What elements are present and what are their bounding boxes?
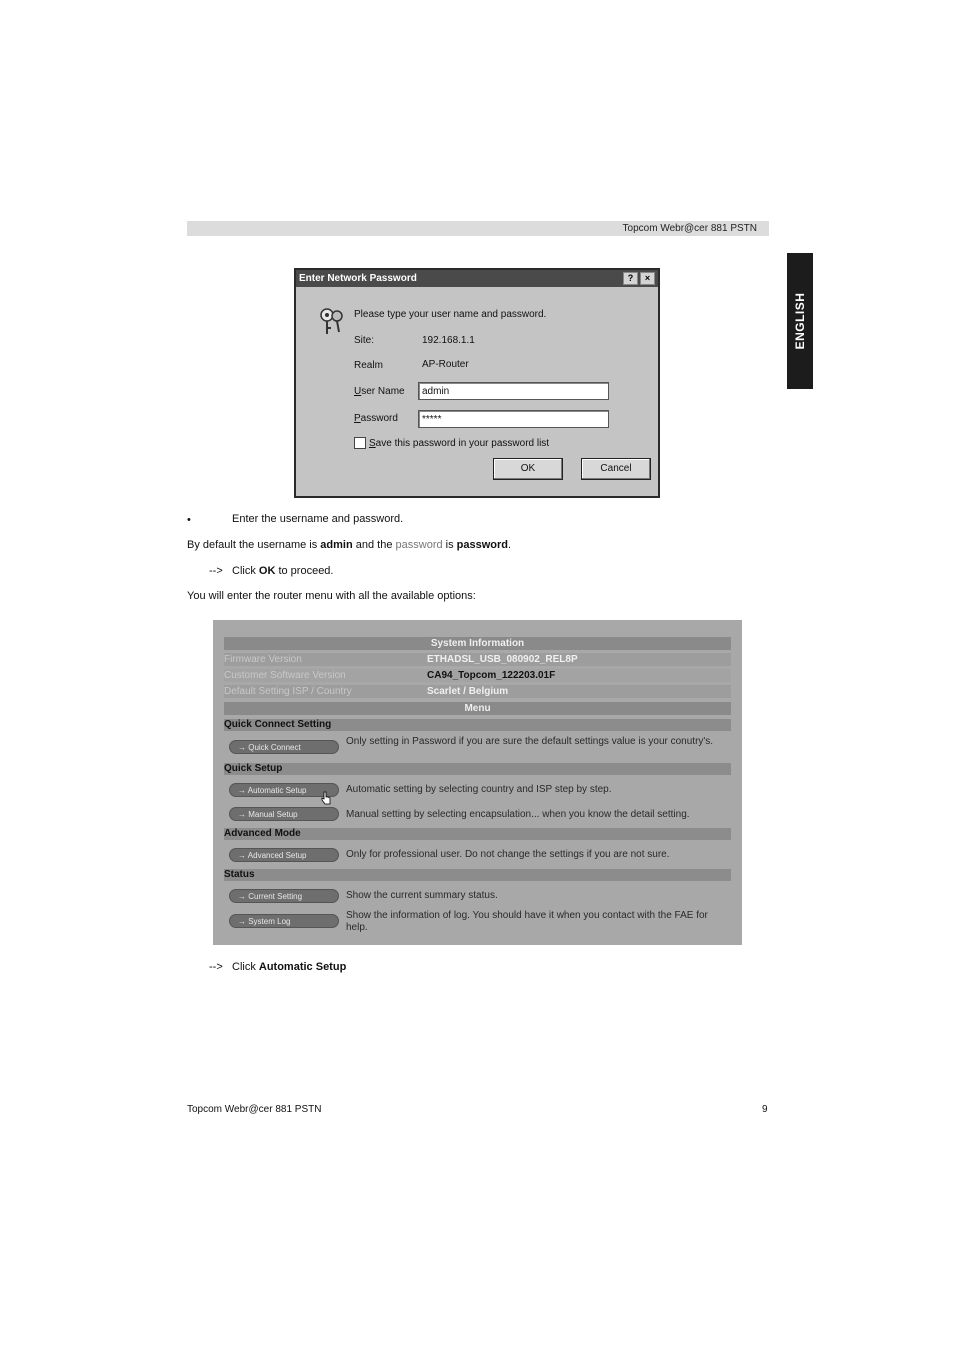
keys-icon: [318, 306, 346, 336]
username-field[interactable]: admin: [418, 382, 609, 400]
automatic-setup-button[interactable]: → Automatic Setup: [229, 783, 339, 797]
save-password-checkbox[interactable]: [354, 437, 366, 449]
arrow-marker: -->: [209, 961, 223, 973]
info-label: Default Setting ISP / Country: [224, 686, 352, 697]
quick-connect-button[interactable]: → Quick Connect: [229, 740, 339, 754]
dialog-title: Enter Network Password: [299, 273, 417, 284]
section-advanced-mode: Advanced Mode: [224, 828, 731, 840]
language-label: ENGLISH: [793, 292, 807, 350]
realm-label: Realm: [354, 360, 383, 371]
info-row: [224, 669, 731, 682]
system-log-button[interactable]: → System Log: [229, 914, 339, 928]
section-status: Status: [224, 869, 731, 881]
password-label: Password: [354, 413, 398, 424]
site-label: Site:: [354, 335, 375, 346]
page-number: 9: [762, 1104, 768, 1115]
step-click-automatic-setup: Click Automatic Setup: [232, 961, 347, 973]
footer-title: Topcom Webr@cer 881 PSTN: [187, 1104, 322, 1115]
username-label: User Name: [354, 386, 405, 397]
default-credentials-note: By default the username is admin and the password is password.: [187, 539, 512, 551]
advanced-setup-button[interactable]: → Advanced Setup: [229, 848, 339, 862]
menu-header: Menu: [224, 702, 731, 715]
realm-value: AP-Router: [422, 359, 469, 370]
system-log-description: Show the information of log. You should have it when you contact with the FAE for help.: [346, 910, 708, 933]
current-setting-button[interactable]: → Current Setting: [229, 889, 339, 903]
site-value: 192.168.1.1: [422, 335, 475, 346]
hand-cursor-icon: [321, 791, 331, 805]
step-enter-credentials: Enter the username and password.: [232, 513, 404, 525]
cancel-button[interactable]: Cancel: [581, 458, 651, 480]
bullet: •: [187, 514, 191, 526]
info-value: ETHADSL_USB_080902_REL8P: [427, 654, 578, 665]
manual-setup-button[interactable]: → Manual Setup: [229, 807, 339, 821]
router-menu-screenshot: [213, 620, 742, 945]
language-tab: [787, 253, 813, 389]
step-click-ok: Click OK to proceed.: [232, 565, 334, 577]
info-label: Customer Software Version: [224, 670, 346, 681]
advanced-setup-description: Only for professional user. Do not change the settings if you are not sure.: [346, 849, 670, 860]
info-label: Firmware Version: [224, 654, 302, 665]
manual-setup-description: Manual setting by selecting encapsulation... when you know the detail setting.: [346, 809, 690, 820]
password-field[interactable]: *****: [418, 410, 609, 428]
dialog-title-bar: [296, 270, 658, 287]
save-password-label: Save this password in your password list: [369, 438, 550, 449]
quick-connect-description: Only setting in Password if you are sure the default settings value is your conutry's.: [346, 736, 714, 747]
help-button[interactable]: ?: [623, 272, 638, 285]
menu-intro: You will enter the router menu with all the available options:: [187, 590, 476, 602]
section-quick-connect: Quick Connect Setting: [224, 719, 731, 731]
running-header: [187, 221, 769, 236]
close-button[interactable]: ×: [640, 272, 655, 285]
info-row: [224, 653, 731, 666]
info-row: [224, 685, 731, 698]
current-setting-description: Show the current summary status.: [346, 890, 498, 901]
header-title: Topcom Webr@cer 881 PSTN: [622, 223, 757, 234]
info-value: CA94_Topcom_122203.01F: [427, 670, 556, 681]
network-password-dialog: [294, 268, 660, 498]
dialog-prompt: Please type your user name and password.: [354, 309, 547, 320]
info-value: Scarlet / Belgium: [427, 686, 509, 697]
section-quick-setup: Quick Setup: [224, 763, 731, 775]
ok-button[interactable]: OK: [493, 458, 563, 480]
arrow-marker: -->: [209, 565, 223, 577]
system-info-header: System Information: [224, 637, 731, 650]
automatic-setup-description: Automatic setting by selecting country and ISP step by step.: [346, 784, 612, 795]
